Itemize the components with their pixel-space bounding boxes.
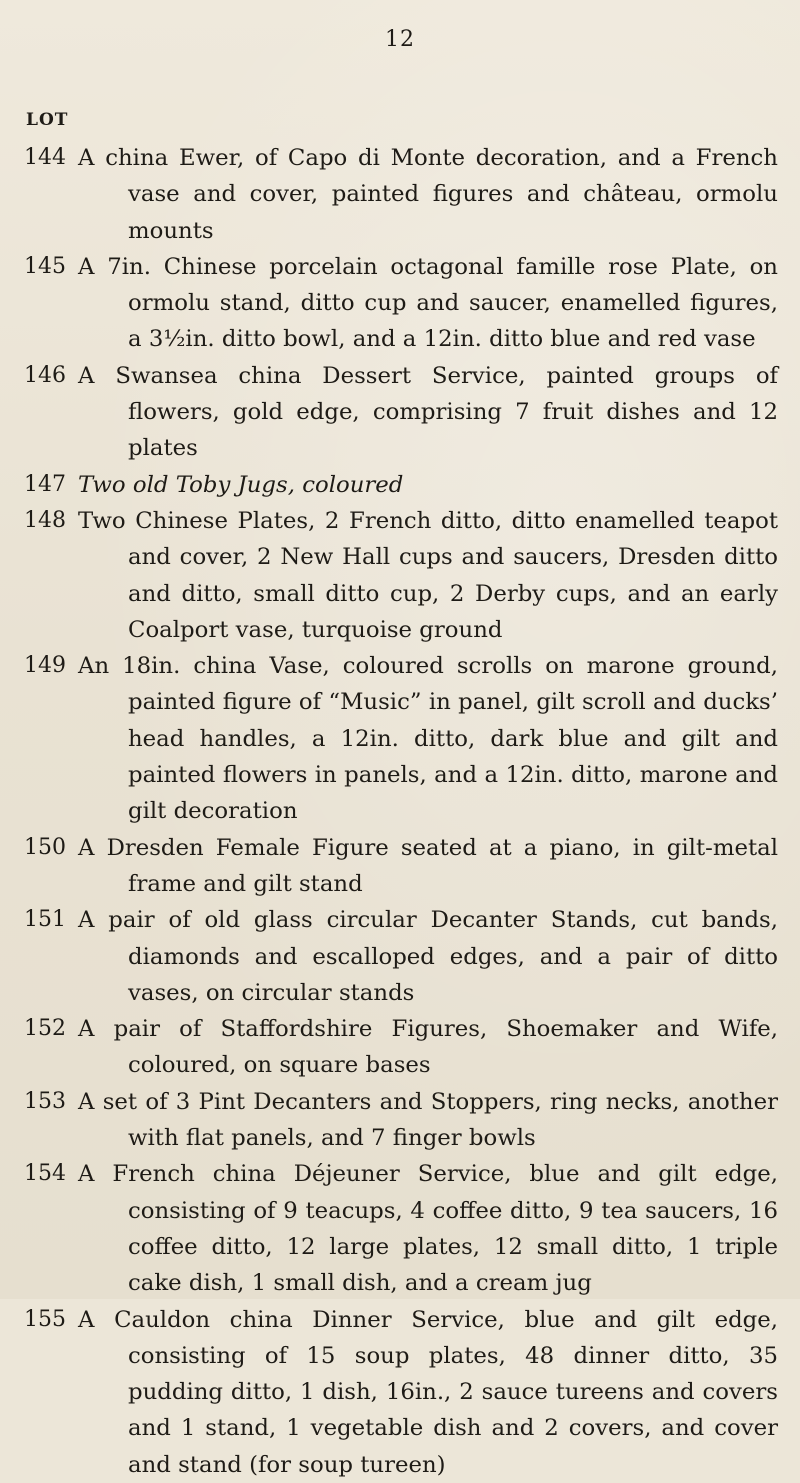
lot-description: A 7in. Chinese porcelain octagonal famille rose Plate, on ormolu stand, ditto cup and saucer, enamelled figures, a 3½in. ditto bowl, and a 12in. ditto blue and red vase bbox=[78, 253, 778, 353]
lot-number: 148 bbox=[24, 507, 66, 533]
lot-description: A French china Déjeuner Service, blue and gilt edge, consisting of 9 teacups, 4 coffee ditto, 9 tea saucers, 16 coffee ditto, 12 large plates, 12 small ditto, 1 triple cake dish, 1 small dish, and a cream jug bbox=[78, 1161, 778, 1297]
lot-entry bbox=[0, 1302, 800, 1483]
lot-description: An 18in. china Vase, coloured scrolls on marone ground, painted figure of “Music” in panel, gilt scroll and ducks’ head handles, a 12in. ditto, dark blue and gilt and painted flowers in panels, and a 12in. ditto, marone and gilt decoration bbox=[78, 653, 778, 825]
lot-number: 152 bbox=[24, 1016, 66, 1042]
lot-number: 149 bbox=[24, 653, 66, 679]
lot-entry bbox=[0, 902, 800, 1011]
lot-entry bbox=[0, 249, 800, 358]
lot-entry bbox=[0, 467, 800, 503]
lot-number: 151 bbox=[24, 907, 66, 933]
lot-number: 146 bbox=[24, 362, 66, 388]
lot-description: A pair of Staffordshire Figures, Shoemaker and Wife, coloured, on square bases bbox=[78, 1016, 778, 1079]
lot-description: A pair of old glass circular Decanter Stands, cut bands, diamonds and escalloped edges, and a pair of ditto vases, on circular stands bbox=[78, 907, 778, 1006]
lot-entry bbox=[0, 358, 800, 467]
lot-description: A set of 3 Pint Decanters and Stoppers, ring necks, another with flat panels, and 7 finger bowls bbox=[78, 1088, 778, 1152]
lot-entry bbox=[0, 1084, 800, 1157]
lot-description: A Cauldon china Dinner Service, blue and gilt edge, consisting of 15 soup plates, 48 dinner ditto, 35 pudding ditto, 1 dish, 16in., 2 sauce tureens and covers and 1 stand, 1 vegetable dish and 2 covers, and cover and stand (for soup tureen) bbox=[78, 1306, 778, 1478]
lot-number: 144 bbox=[24, 145, 66, 170]
lot-entry bbox=[0, 140, 800, 249]
page-number: 12 bbox=[385, 27, 415, 52]
lot-number: 155 bbox=[24, 1306, 66, 1332]
lot-number: 150 bbox=[24, 834, 66, 860]
lot-entry bbox=[0, 503, 800, 648]
lot-column-header: LOT bbox=[26, 110, 69, 130]
lot-entry bbox=[0, 1011, 800, 1084]
lot-description: A china Ewer, of Capo di Monte decoration, and a French vase and cover, painted figures and château, ormolu mounts bbox=[78, 145, 778, 244]
lot-entry bbox=[0, 1156, 800, 1301]
lot-number: 154 bbox=[24, 1161, 66, 1187]
lot-description: Two old Toby Jugs, coloured bbox=[78, 471, 404, 498]
lot-description: A Swansea china Dessert Service, painted groups of flowers, gold edge, comprising 7 fruit dishes and 12 plates bbox=[78, 362, 778, 462]
lot-description: A Dresden Female Figure seated at a piano, in gilt-metal frame and gilt stand bbox=[78, 834, 778, 897]
lot-number: 147 bbox=[24, 471, 66, 497]
lot-number: 145 bbox=[24, 253, 66, 279]
lot-entry bbox=[0, 648, 800, 829]
lot-description: Two Chinese Plates, 2 French ditto, ditto enamelled teapot and cover, 2 New Hall cups and saucers, Dresden ditto and ditto, small ditto cup, 2 Derby cups, and an early Coalport vase, turquoise ground bbox=[78, 507, 778, 643]
lot-entry bbox=[0, 830, 800, 903]
lot-list bbox=[0, 140, 800, 1483]
lot-number: 153 bbox=[24, 1088, 66, 1114]
